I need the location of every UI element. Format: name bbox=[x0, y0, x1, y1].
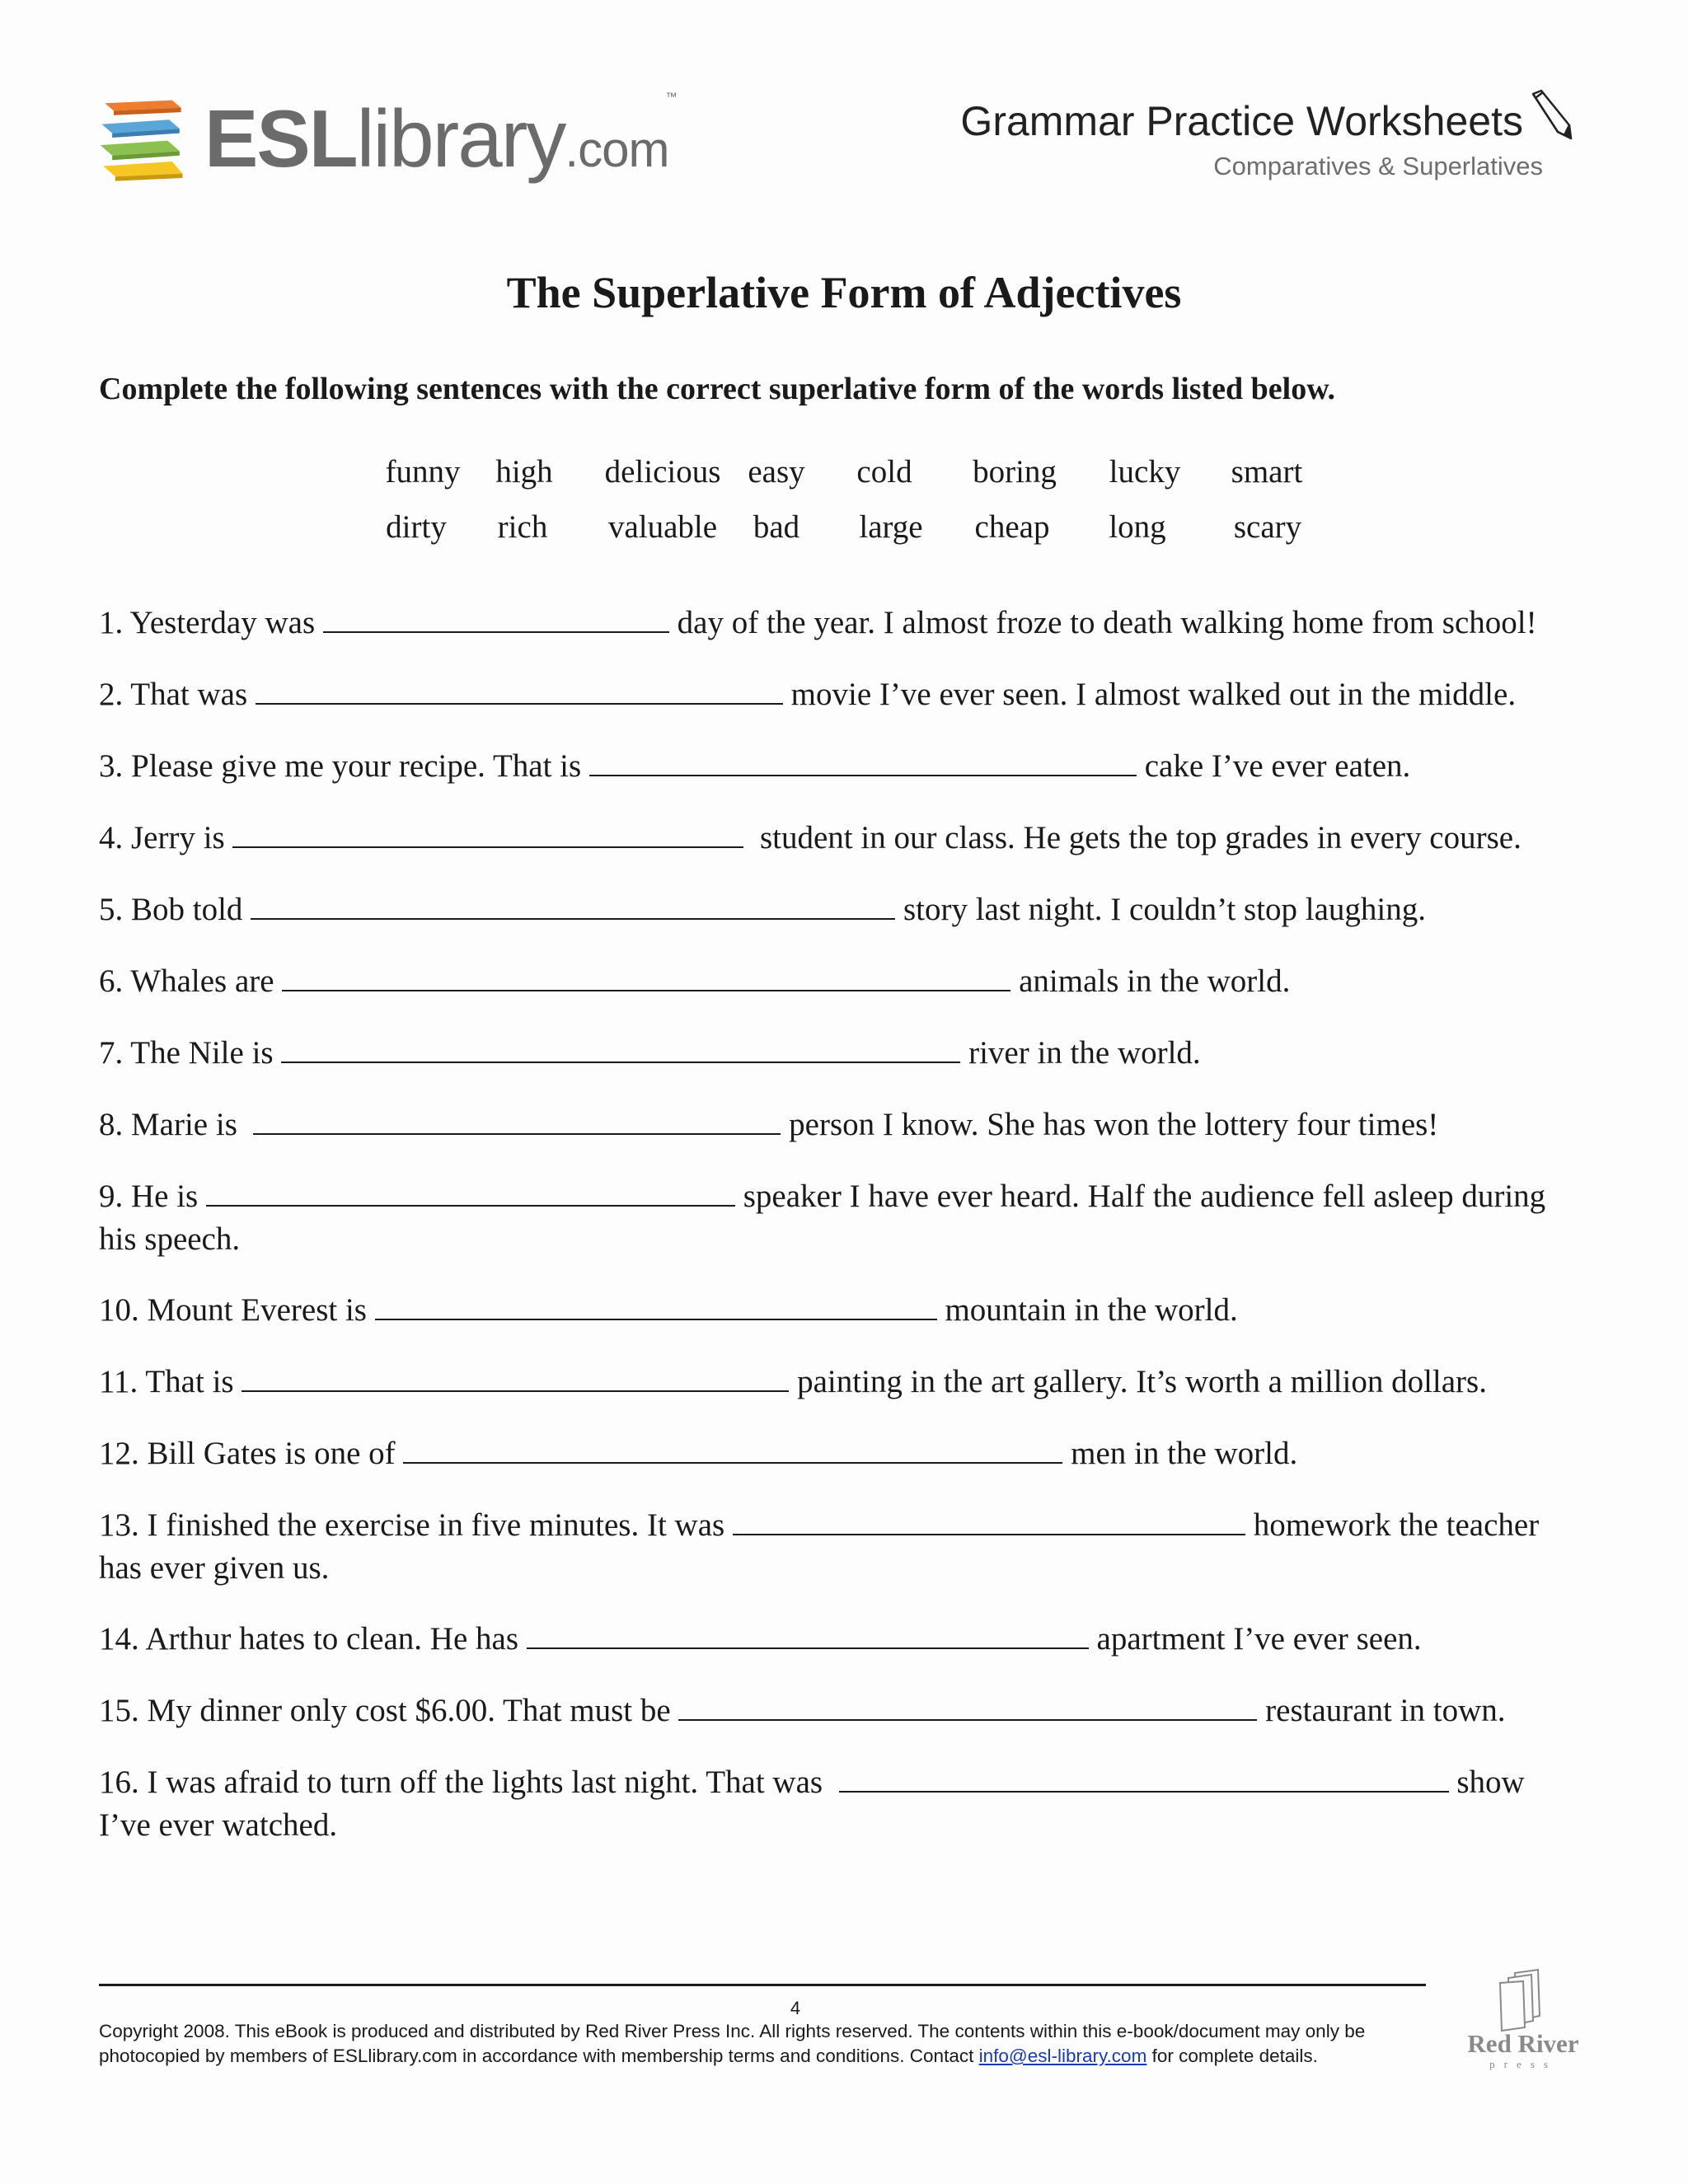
question-text: person I know. She has won the lottery four times! bbox=[789, 1107, 1439, 1142]
question-13 bbox=[99, 1502, 1582, 1590]
word-bank-item: dirty bbox=[386, 509, 447, 545]
contact-email-link[interactable]: info@esl-library.com bbox=[978, 2046, 1147, 2066]
question-text: 7. The Nile is bbox=[99, 1035, 274, 1071]
copyright-line-1: Copyright 2008. This eBook is produced and distributed by Red River Press Inc. All rights reserved. The contents within this e-book/document may only be bbox=[99, 2021, 1366, 2041]
question-text: cake I’ve ever eaten. bbox=[1144, 748, 1411, 784]
word-bank-item: high bbox=[495, 454, 553, 490]
copyright-line-2: photocopied by members of ESLlibrary.com in accordance with membership terms and conditions. Contact bbox=[99, 2046, 979, 2066]
question-text: 4. Jerry is bbox=[99, 820, 225, 855]
question-text: apartment I’ve ever seen. bbox=[1096, 1621, 1422, 1657]
logo-domain: .com bbox=[565, 122, 669, 177]
instructions: Complete the following sentences with the correct superlative form of the words listed below. bbox=[99, 372, 1336, 406]
question-text: 3. Please give me your recipe. That is bbox=[99, 748, 582, 784]
question-text: 10. Mount Everest is bbox=[99, 1292, 367, 1328]
question-text: painting in the art gallery. It’s worth a million dollars. bbox=[797, 1364, 1487, 1399]
page-number: 4 bbox=[790, 1998, 801, 2018]
question-text: 13. I finished the exercise in five minutes. It was bbox=[99, 1507, 725, 1543]
question-7 bbox=[99, 1030, 1582, 1075]
question-text: 1. Yesterday was bbox=[99, 605, 316, 640]
word-bank-item: large bbox=[859, 509, 923, 545]
question-text: 16. I was afraid to turn off the lights last night. That was bbox=[99, 1765, 823, 1800]
question-1 bbox=[99, 600, 1582, 644]
red-river-press-logo-icon bbox=[1490, 1968, 1548, 2034]
answer-blank[interactable] bbox=[403, 1431, 1062, 1464]
question-text: day of the year. I almost froze to death walking home from school! bbox=[677, 605, 1537, 640]
word-bank-item: scary bbox=[1233, 509, 1302, 545]
footer-divider bbox=[99, 1984, 1426, 1986]
answer-blank[interactable] bbox=[281, 1030, 960, 1063]
word-bank-item: cold bbox=[856, 454, 912, 490]
question-text: homework the teacher has ever given us. bbox=[99, 1507, 1540, 1586]
answer-blank[interactable] bbox=[839, 1760, 1449, 1793]
question-text: story last night. I couldn’t stop laughing. bbox=[903, 892, 1427, 927]
question-text: speaker I have ever heard. Half the audience fell asleep during his speech. bbox=[99, 1179, 1546, 1257]
question-text: student in our class. He gets the top grades in every course. bbox=[759, 820, 1522, 855]
answer-blank[interactable] bbox=[206, 1174, 735, 1207]
word-bank-item: lucky bbox=[1109, 454, 1181, 490]
question-text: 5. Bob told bbox=[99, 892, 243, 927]
question-9 bbox=[99, 1174, 1582, 1261]
word-bank-item: cheap bbox=[974, 509, 1050, 545]
question-16 bbox=[99, 1760, 1582, 1847]
word-bank-item: bad bbox=[753, 509, 800, 545]
answer-blank[interactable] bbox=[589, 743, 1137, 776]
question-text: restaurant in town. bbox=[1265, 1693, 1506, 1728]
logo-library: library bbox=[356, 93, 565, 184]
word-bank-item: easy bbox=[748, 454, 805, 490]
answer-blank[interactable] bbox=[256, 672, 783, 705]
question-text: 11. That is bbox=[99, 1364, 234, 1399]
answer-blank[interactable] bbox=[241, 1359, 789, 1392]
esl-library-logo bbox=[204, 92, 680, 191]
question-text: mountain in the world. bbox=[945, 1292, 1238, 1328]
question-12 bbox=[99, 1431, 1582, 1475]
answer-blank[interactable] bbox=[323, 600, 669, 633]
logo-trademark: ™ bbox=[665, 90, 678, 103]
word-bank-item: delicious bbox=[604, 454, 721, 490]
copyright-notice bbox=[99, 2019, 1459, 2069]
word-bank-item: long bbox=[1109, 509, 1166, 545]
question-3 bbox=[99, 743, 1582, 788]
series-title: Grammar Practice Worksheets bbox=[960, 98, 1523, 144]
question-text: 15. My dinner only cost $6.00. That must be bbox=[99, 1693, 671, 1728]
question-4 bbox=[99, 815, 1582, 860]
word-bank-item: rich bbox=[497, 509, 548, 545]
question-text: show I’ve ever watched. bbox=[99, 1765, 1525, 1843]
question-10 bbox=[99, 1287, 1582, 1332]
question-text: 12. Bill Gates is one of bbox=[99, 1436, 396, 1471]
word-bank-item: funny bbox=[385, 454, 461, 490]
question-text: animals in the world. bbox=[1019, 963, 1291, 999]
question-6 bbox=[99, 958, 1582, 1003]
question-text: movie I’ve ever seen. I almost walked out in the middle. bbox=[790, 677, 1517, 712]
series-subtitle: Comparatives & Superlatives bbox=[1213, 152, 1543, 180]
worksheet-title: The Superlative Form of Adjectives bbox=[506, 268, 1182, 317]
question-text: 9. He is bbox=[99, 1179, 199, 1214]
question-8 bbox=[99, 1102, 1582, 1146]
question-14 bbox=[99, 1616, 1582, 1661]
question-11 bbox=[99, 1359, 1582, 1404]
answer-blank[interactable] bbox=[527, 1616, 1089, 1649]
word-bank-item: boring bbox=[973, 454, 1057, 490]
question-text: 6. Whales are bbox=[99, 963, 274, 999]
question-text: river in the world. bbox=[968, 1035, 1201, 1071]
answer-blank[interactable] bbox=[232, 815, 743, 848]
answer-blank[interactable] bbox=[251, 887, 895, 920]
word-bank-item: smart bbox=[1231, 454, 1303, 490]
question-text: men in the world. bbox=[1071, 1436, 1298, 1471]
answer-blank[interactable] bbox=[733, 1502, 1245, 1535]
word-bank-item: valuable bbox=[607, 509, 718, 545]
question-15 bbox=[99, 1688, 1582, 1732]
question-5 bbox=[99, 887, 1582, 931]
pencil-icon bbox=[1525, 89, 1574, 140]
publisher-press: press bbox=[1489, 2058, 1557, 2070]
publisher-name: Red River bbox=[1467, 2029, 1579, 2058]
answer-blank[interactable] bbox=[375, 1287, 937, 1320]
question-2 bbox=[99, 672, 1582, 716]
question-text: 8. Marie is bbox=[99, 1107, 237, 1142]
logo-brand: ESL bbox=[204, 93, 357, 184]
question-text: 2. That was bbox=[99, 677, 248, 712]
answer-blank[interactable] bbox=[253, 1102, 781, 1135]
copyright-line-2-end: for complete details. bbox=[1146, 2046, 1318, 2066]
answer-blank[interactable] bbox=[678, 1688, 1257, 1721]
answer-blank[interactable] bbox=[282, 958, 1010, 991]
books-logo-icon bbox=[97, 97, 195, 194]
question-text: 14. Arthur hates to clean. He has bbox=[99, 1621, 519, 1657]
